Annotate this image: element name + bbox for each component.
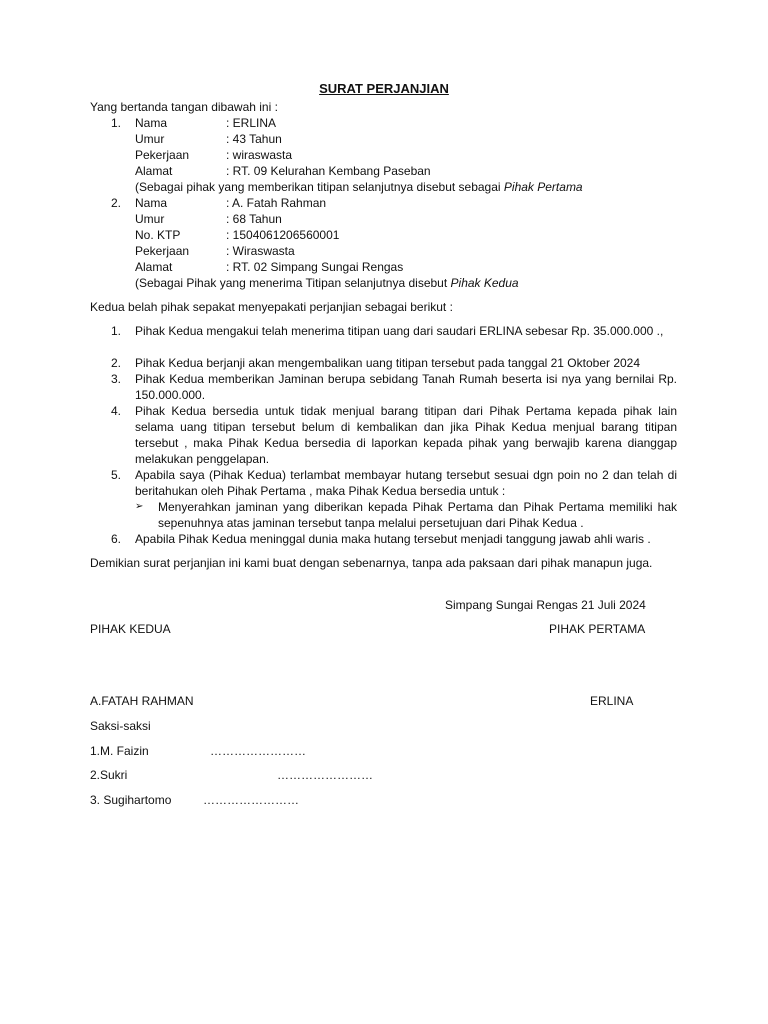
witness-name: 3. Sugihartomo <box>90 793 172 807</box>
term-text: Apabila saya (Pihak Kedua) terlambat membayar hutang tersebut sesuai dgn poin no 2 dan telah di beritahukan oleh Pihak Pertama , maka Pihak Kedua bersedia untuk : <box>135 468 677 498</box>
witness-signature-line: …………………… <box>210 744 306 758</box>
party-1-address-value: : RT. 09 Kelurahan Kembang Paseban <box>226 164 431 178</box>
witness-name: 1.M. Faizin <box>90 744 149 758</box>
party-2-name-label: Nama <box>135 196 168 210</box>
closing-paragraph: Demikian surat perjanjian ini kami buat dengan sebenarnya, tanpa ada paksaan dari pihak manapun juga. <box>90 556 653 570</box>
left-signatory-name: A.FATAH RAHMAN <box>90 694 194 708</box>
right-signatory-name: ERLINA <box>590 694 634 708</box>
term-number: 1. <box>111 324 122 338</box>
place-date: Simpang Sungai Rengas 21 Juli 2024 <box>445 598 646 612</box>
party-2-address-label: Alamat <box>135 260 173 274</box>
party-1-age-value: : 43 Tahun <box>226 132 282 146</box>
term-text: Apabila Pihak Kedua meninggal dunia maka hutang tersebut menjadi tanggung jawab ahli waris . <box>135 532 651 546</box>
intro-text: Yang bertanda tangan dibawah ini : <box>90 100 278 114</box>
party-1-address-label: Alamat <box>135 164 173 178</box>
party-1-age-label: Umur <box>135 132 165 146</box>
term-number: 3. <box>111 372 122 386</box>
witnesses-heading: Saksi-saksi <box>90 719 151 733</box>
witness-name: 2.Sukri <box>90 768 128 782</box>
party-2-address-value: : RT. 02 Simpang Sungai Rengas <box>226 260 404 274</box>
arrow-bullet-icon: ➢ <box>135 501 144 512</box>
party-1-number: 1. <box>111 116 122 130</box>
party-2-number: 2. <box>111 196 122 210</box>
term-number: 6. <box>111 532 122 546</box>
term-text: Pihak Kedua memberikan Jaminan berupa sebidang Tanah Rumah beserta isi nya yang bernilai Rp. 150.000.000. <box>135 372 677 402</box>
party-2-job-label: Pekerjaan <box>135 244 190 258</box>
document-title: SURAT PERJANJIAN <box>319 81 449 96</box>
right-signatory-role: PIHAK PERTAMA <box>549 622 646 636</box>
witness-signature-line: …………………… <box>203 793 299 807</box>
party-2-name-value: : A. Fatah Rahman <box>226 196 327 210</box>
term-number: 5. <box>111 468 122 482</box>
party-2-job-value: : Wiraswasta <box>226 244 295 258</box>
party-2-ktp-value: : 1504061206560001 <box>226 228 340 242</box>
term-text: Pihak Kedua bersedia untuk tidak menjual barang titipan dari Pihak Pertama kepada pihak lain selama uang titipan tersebut belum di kembalikan dan jika Pihak Kedua menjual barang titipan tersebut , maka Pihak Kedua bersedia di laporkan kepada pihak yang berwajib karena dianggap melakukan penggelapan. <box>135 404 677 466</box>
witness-signature-line: …………………… <box>277 768 373 782</box>
term-number: 4. <box>111 404 122 418</box>
party-1-job-value: : wiraswasta <box>226 148 293 162</box>
party-2-age-label: Umur <box>135 212 165 226</box>
party-2-note: (Sebagai Pihak yang menerima Titipan selanjutnya disebut Pihak Kedua <box>135 276 519 290</box>
party-1-note: (Sebagai pihak yang memberikan titipan selanjutnya disebut sebagai Pihak Pertama <box>135 180 583 194</box>
party-1-name-label: Nama <box>135 116 168 130</box>
party-1-name-value: : ERLINA <box>226 116 277 130</box>
party-2-ktp-label: No. KTP <box>135 228 181 242</box>
agreement-intro: Kedua belah pihak sepakat menyepakati perjanjian sebagai berikut : <box>90 300 453 314</box>
term-text: Pihak Kedua berjanji akan mengembalikan uang titipan tersebut pada tanggal 21 Oktober 2024 <box>135 356 641 370</box>
term-text: Pihak Kedua mengakui telah menerima titipan uang dari saudari ERLINA sebesar Rp. 35.000.000 ., <box>135 324 664 338</box>
sub-bullet-text: Menyerahkan jaminan yang diberikan kepada Pihak Pertama dan Pihak Pertama memiliki hak sepenuhnya atas jaminan tersebut tanpa melalui persetujuan dari Pihak Kedua . <box>158 500 677 530</box>
party-1-job-label: Pekerjaan <box>135 148 190 162</box>
party-2-age-value: : 68 Tahun <box>226 212 282 226</box>
left-signatory-role: PIHAK KEDUA <box>90 622 171 636</box>
term-number: 2. <box>111 356 122 370</box>
